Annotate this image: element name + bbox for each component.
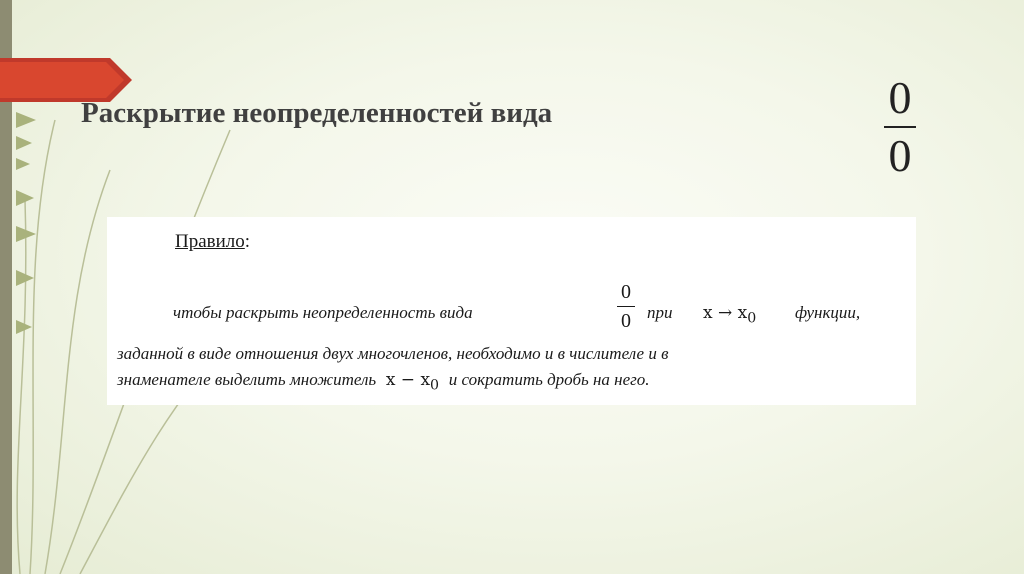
rule-line-3-expr-sub: 0 [430,377,440,394]
rule-line-3-part2: и сократить дробь на него. [448,370,650,389]
rule-line-1-expr-sub: 0 [747,310,757,327]
rule-line-1-part3: функции, [795,303,861,322]
rule-box [107,217,916,405]
rule-line-1-expr [703,303,756,326]
rule-heading [175,231,250,253]
title-fraction-bar [884,126,916,128]
rule-line-1-part1: чтобы раскрыть неопределенность вида [173,303,473,322]
rule-fraction-numerator: 0 [621,281,631,303]
rule-fraction-bar [617,306,635,307]
rule-line-1-part2: при [647,303,673,322]
rule-line-3-expr [380,370,444,394]
title-accent-arrow [0,58,132,102]
slide-title: Раскрытие неопределенностей вида [81,97,553,129]
rule-heading-colon: : [244,231,251,252]
rule-line-1-expr-text: x → x [703,303,748,323]
title-fraction-numerator: 0 [888,72,912,123]
title-fraction-denominator: 0 [888,130,912,181]
rule-heading-word: Правило [175,231,245,252]
rule-line-3-expr-text: x − x [385,370,431,390]
rule-line-2: заданной в виде отношения двух многочленов, необходимо и в числителе и в [117,344,669,363]
rule-fraction [615,281,637,332]
rule-line-3 [117,370,650,393]
title-fraction [872,74,928,180]
rule-fraction-denominator: 0 [621,310,631,332]
rule-line-3-part1: знаменателе выделить множитель [117,370,377,389]
